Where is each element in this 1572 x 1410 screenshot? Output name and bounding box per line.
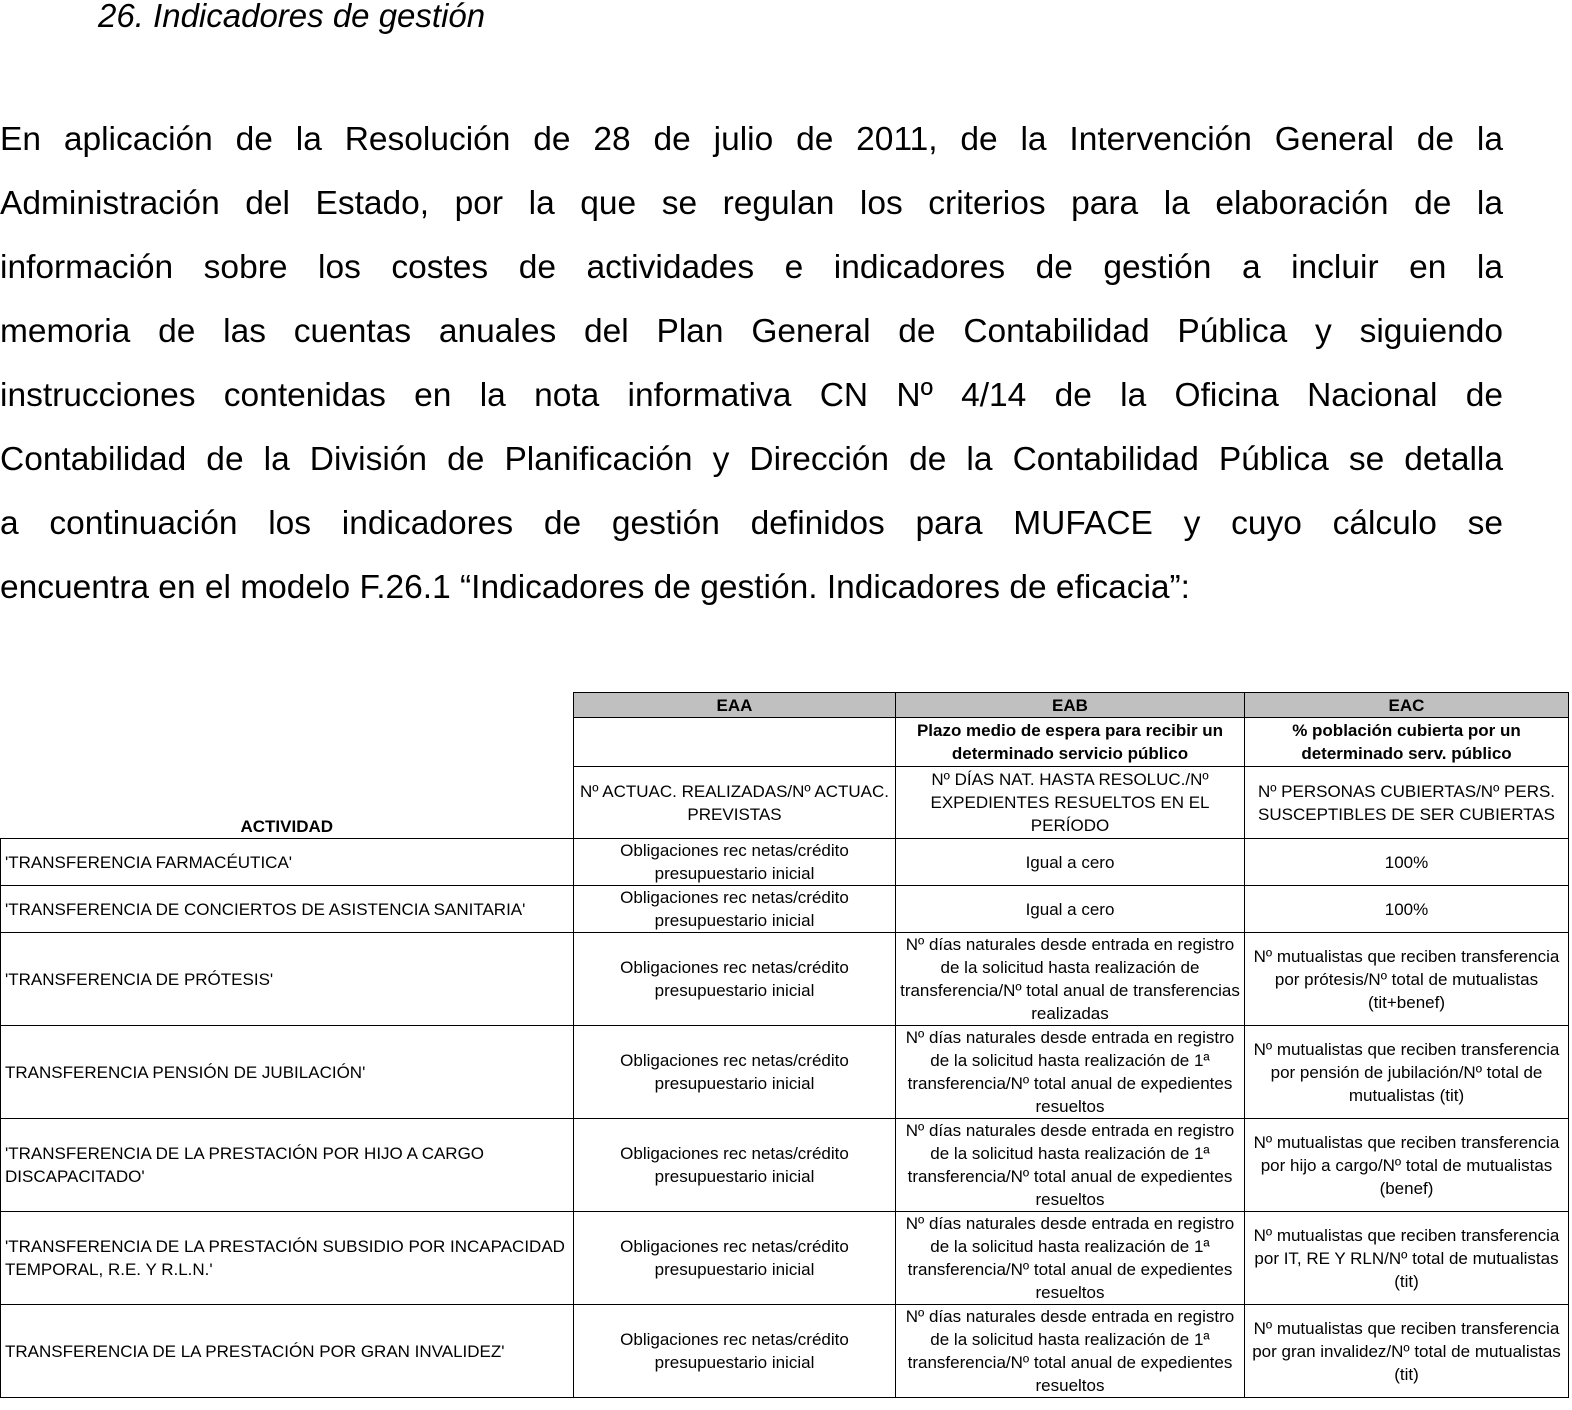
paragraph-line: En aplicación de la Resolución de 28 de julio de 2011, de la Intervención General de la [0,121,1503,158]
paragraph-line: información sobre los costes de actividades e indicadores de gestión a incluir en la [0,249,1503,286]
empty-corner [1,718,574,767]
col-code-eaa: EAA [574,693,896,718]
eab-cell: Nº días naturales desde entrada en registro de la solicitud hasta realización de 1ª transferencia/Nº total anual de expedientes resueltos [896,1212,1245,1305]
table-row [1,1119,1569,1212]
eaa-cell: Obligaciones rec netas/crédito presupuestario inicial [574,933,896,1026]
activity-cell: 'TRANSFERENCIA FARMACÉUTICA' [1,839,574,886]
activity-cell: 'TRANSFERENCIA DE LA PRESTACIÓN SUBSIDIO POR INCAPACIDAD TEMPORAL, R.E. Y R.L.N.' [1,1212,574,1305]
col-formula-eac: Nº PERSONAS CUBIERTAS/Nº PERS. SUSCEPTIBLES DE SER CUBIERTAS [1245,767,1569,839]
col-title-eac: % población cubierta por un determinado serv. público [1245,718,1569,767]
eaa-cell: Obligaciones rec netas/crédito presupuestario inicial [574,839,896,886]
eaa-cell: Obligaciones rec netas/crédito presupuestario inicial [574,1026,896,1119]
eac-cell: Nº mutualistas que reciben transferencia por IT, RE Y RLN/Nº total de mutualistas (tit) [1245,1212,1569,1305]
table-row [1,839,1569,886]
activity-header: ACTIVIDAD [240,817,334,836]
table-row [1,1305,1569,1398]
paragraph-line: Administración del Estado, por la que se regulan los criterios para la elaboración de la [0,185,1503,222]
eac-cell: 100% [1245,839,1569,886]
paragraph-line: encuentra en el modelo F.26.1 “Indicadores de gestión. Indicadores de eficacia”: [0,569,1190,606]
eab-cell: Igual a cero [896,886,1245,933]
eab-cell: Nº días naturales desde entrada en registro de la solicitud hasta realización de transferencia/Nº total anual de transferencias realizadas [896,933,1245,1026]
paragraph-line: memoria de las cuentas anuales del Plan General de Contabilidad Pública y siguiendo [0,313,1503,350]
paragraph-line: instrucciones contenidas en la nota informativa CN Nº 4/14 de la Oficina Nacional de [0,377,1503,414]
eaa-cell: Obligaciones rec netas/crédito presupuestario inicial [574,886,896,933]
activity-cell: 'TRANSFERENCIA DE CONCIERTOS DE ASISTENCIA SANITARIA' [1,886,574,933]
eaa-cell: Obligaciones rec netas/crédito presupuestario inicial [574,1119,896,1212]
col-code-eac: EAC [1245,693,1569,718]
eac-cell: Nº mutualistas que reciben transferencia por gran invalidez/Nº total de mutualistas (tit) [1245,1305,1569,1398]
table-row [1,1212,1569,1305]
paragraph-line: Contabilidad de la División de Planificación y Dirección de la Contabilidad Pública se detalla [0,441,1503,478]
activity-cell: TRANSFERENCIA DE LA PRESTACIÓN POR GRAN INVALIDEZ' [1,1305,574,1398]
col-formula-eab: Nº DÍAS NAT. HASTA RESOLUC./Nº EXPEDIENTES RESUELTOS EN EL PERÍODO [896,767,1245,839]
col-formula-eaa: Nº ACTUAC. REALIZADAS/Nº ACTUAC. PREVISTAS [574,767,896,839]
activity-cell: 'TRANSFERENCIA DE PRÓTESIS' [1,933,574,1026]
eac-cell: Nº mutualistas que reciben transferencia por hijo a cargo/Nº total de mutualistas (benef) [1245,1119,1569,1212]
col-code-eab: EAB [896,693,1245,718]
col-title-eab: Plazo medio de espera para recibir un determinado servicio público [896,718,1245,767]
eac-cell: 100% [1245,886,1569,933]
indicators-table [0,692,1569,1398]
table-row [1,886,1569,933]
paragraph-line: a continuación los indicadores de gestión definidos para MUFACE y cuyo cálculo se [0,505,1503,542]
activity-cell: TRANSFERENCIA PENSIÓN DE JUBILACIÓN' [1,1026,574,1119]
eab-cell: Nº días naturales desde entrada en registro de la solicitud hasta realización de 1ª transferencia/Nº total anual de expedientes resueltos [896,1119,1245,1212]
table-row [1,1026,1569,1119]
intro-paragraph [0,108,1503,620]
eaa-cell: Obligaciones rec netas/crédito presupuestario inicial [574,1212,896,1305]
eab-cell: Nº días naturales desde entrada en registro de la solicitud hasta realización de 1ª transferencia/Nº total anual de expedientes resueltos [896,1026,1245,1119]
eab-cell: Igual a cero [896,839,1245,886]
eac-cell: Nº mutualistas que reciben transferencia por pensión de jubilación/Nº total de mutualistas (tit) [1245,1026,1569,1119]
table-row [1,933,1569,1026]
eab-cell: Nº días naturales desde entrada en registro de la solicitud hasta realización de 1ª transferencia/Nº total anual de expedientes resueltos [896,1305,1245,1398]
empty-corner [1,693,574,718]
eaa-cell: Obligaciones rec netas/crédito presupuestario inicial [574,1305,896,1398]
activity-cell: 'TRANSFERENCIA DE LA PRESTACIÓN POR HIJO A CARGO DISCAPACITADO' [1,1119,574,1212]
eac-cell: Nº mutualistas que reciben transferencia por prótesis/Nº total de mutualistas (tit+benef) [1245,933,1569,1026]
col-title-eaa [574,718,896,767]
section-heading: 26. Indicadores de gestión [98,0,486,34]
